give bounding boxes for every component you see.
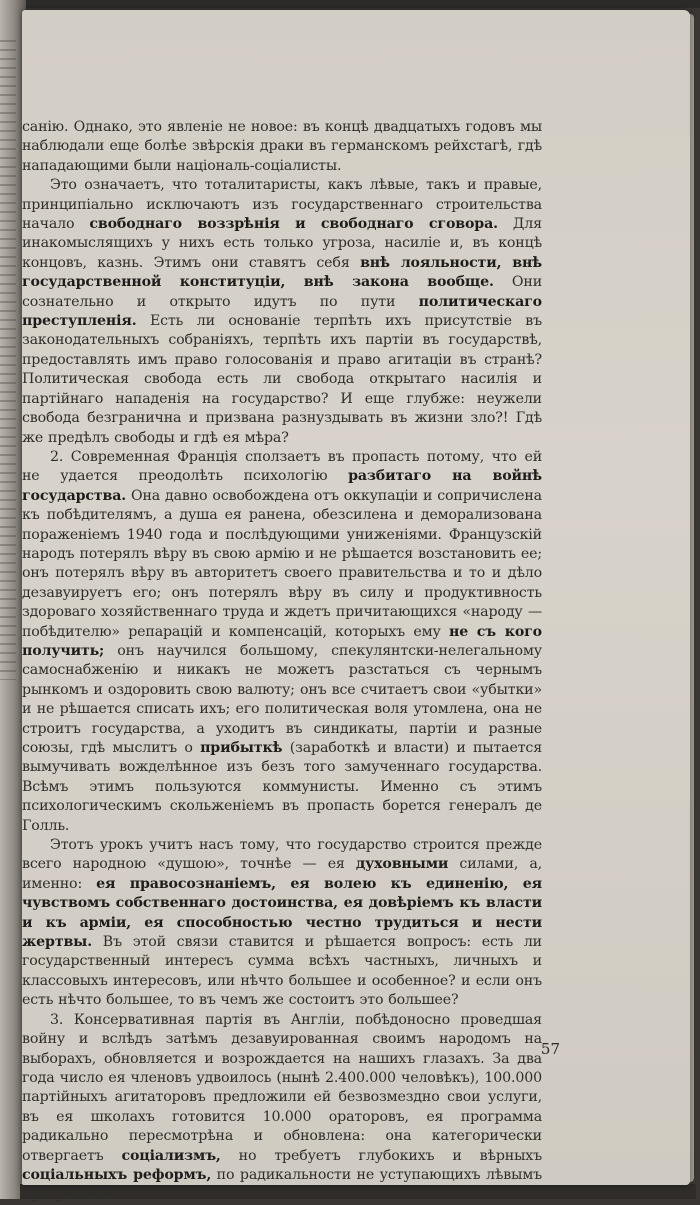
- text-run: Они сознательно и открыто идутъ по пути: [22, 274, 542, 310]
- text-run: онъ научился большому, спекулянтски-нелегальному самоснабженію и никакъ не можетъ разстаться съ чернымъ рынкомъ и оздоровить свою валюту; онъ все считаетъ свои «убытки» и не рѣшается списать ихъ; его политическая воля утомлена, она не строитъ государства, а уходитъ въ синдикаты, партіи и разные союзы, гдѣ мыслитъ о: [22, 642, 542, 756]
- text-run: но требуетъ глубокихъ и вѣрныхъ: [220, 1147, 542, 1164]
- text-run: Этотъ урокъ учитъ насъ тому, что государство строится прежде всего народною «душою», точнѣе — ея: [22, 837, 542, 873]
- emphasized-text: соціализмъ,: [121, 1147, 221, 1164]
- emphasized-text: соціальныхъ реформъ,: [22, 1166, 212, 1183]
- paragraph-3: [22, 448, 542, 836]
- text-run: по радикальности не уступающихъ лѣвымъ программамъ.: [22, 1166, 542, 1203]
- text-run: Въ этой связи ставится и рѣшается вопросъ: есть ли государственный интересъ сумма всѣхъ частныхъ, личныхъ и классовыхъ интересовъ, или нѣчто большее и особенное? и если онъ есть нѣчто большее, то въ чемъ же состоитъ это большее?: [22, 934, 542, 1009]
- text-run: 2. Современная Франція сползаетъ въ пропасть потому, что ей не удается преодолѣть психологію: [22, 448, 542, 485]
- paragraph-2: [22, 176, 542, 448]
- emphasized-text: свободнаго воззрѣнія и свободнаго сговора.: [89, 216, 498, 233]
- text-run: Она давно освобождена отъ оккупаціи и сопричислена къ побѣдителямъ, а душа ея ранена, обезсилена и деморализована пораженіемъ 1940 года и послѣдующими униженіями. Французскій народъ потерялъ вѣру въ свою армію и не рѣшается возстановить ее; онъ потерялъ вѣру въ авторитетъ своего правительства и то и дѣло дезавуируетъ его; онъ потерялъ вѣру въ силу и продуктивность здороваго хозяйственнаго труда и ждетъ причитающихся «народу — побѣдителю» репарацій и компенсацій, которыхъ ему: [22, 487, 542, 640]
- paragraph-1: [22, 118, 542, 176]
- text-run: санію. Однако, это явленіе не новое: въ концѣ двадцатыхъ годовъ мы наблюдали еще болѣе звѣрскія драки въ германскомъ рейхстагѣ, гдѣ нападающими были національ-соціалисты.: [22, 119, 542, 174]
- emphasized-text: политическаго преступленія.: [22, 293, 542, 330]
- emphasized-text: не съ кого получить;: [22, 623, 542, 659]
- text-run: силами, а, именно:: [22, 856, 542, 892]
- text-run: 3. Консервативная партія въ Англіи, побѣдоносно проведшая войну и вслѣдъ затѣмъ дезавуированная своимъ народомъ на выборахъ, обновляется и возрождается на нашихъ глазахъ. За два года число ея членовъ удвоилось (нынѣ 2.400.000 человѣкъ), 100.000 партійныхъ агитаторовъ предложили ей безвозмездно свои услуги, въ ея школахъ готовится 10.000 ораторовъ, ея программа радикально пересмотрѣна и обновлена: она категорически отвергаетъ: [22, 1011, 542, 1164]
- emphasized-text: внѣ лояльности, внѣ государственной конституціи, внѣ закона вообще.: [22, 254, 542, 291]
- left-page-text-fragment: [0, 40, 16, 680]
- text-run: Есть ли основаніе терпѣть ихъ присутствіе въ законодательныхъ собраніяхъ, терпѣть ихъ партіи въ государствѣ, предоставлять имъ право голосованія и право агитаціи въ странѣ? Политическая свобода есть ли свобода открытаго насилія и партійнаго нападенія на государство? И еще глубже: неужели свобода безгранична и призвана разнуздывать въ жизни зло?! Гдѣ же предѣлъ свободы и гдѣ ея мѣра?: [22, 313, 542, 446]
- page-body-text: [22, 118, 542, 1205]
- paragraph-5: [22, 1011, 542, 1205]
- emphasized-text: ея правосознаніемъ, ея волею къ единенію, ея чувствомъ собственнаго достоинства, ея довѣріемъ къ власти и къ арміи, ея способностью честно трудиться и нести жертвы.: [22, 875, 542, 951]
- page-number: 57: [540, 1040, 560, 1058]
- text-run: (заработкѣ и власти) и пытается вымучивать вожделѣнное изъ безъ того замученнаго государства. Всѣмъ этимъ пользуются коммунисты. Именно съ этимъ психологическимъ скольженіемъ въ пропасть борется генералъ де Голль.: [22, 740, 542, 834]
- text-run: Это означаетъ, что тоталитаристы, какъ лѣвые, такъ и правые, принципіально исключаютъ изъ государственнаго строительства начало: [22, 177, 542, 233]
- emphasized-text: прибыткѣ: [200, 740, 283, 756]
- top-background: [0, 0, 700, 8]
- text-run: Для инакомыслящихъ у нихъ есть только угроза, насиліе и, въ концѣ концовъ, казнь. Этимъ они ставятъ себя: [22, 216, 542, 271]
- emphasized-text: разбитаго на войнѣ государства.: [22, 468, 542, 504]
- emphasized-text: духовными: [355, 856, 449, 873]
- paragraph-4: [22, 836, 542, 1011]
